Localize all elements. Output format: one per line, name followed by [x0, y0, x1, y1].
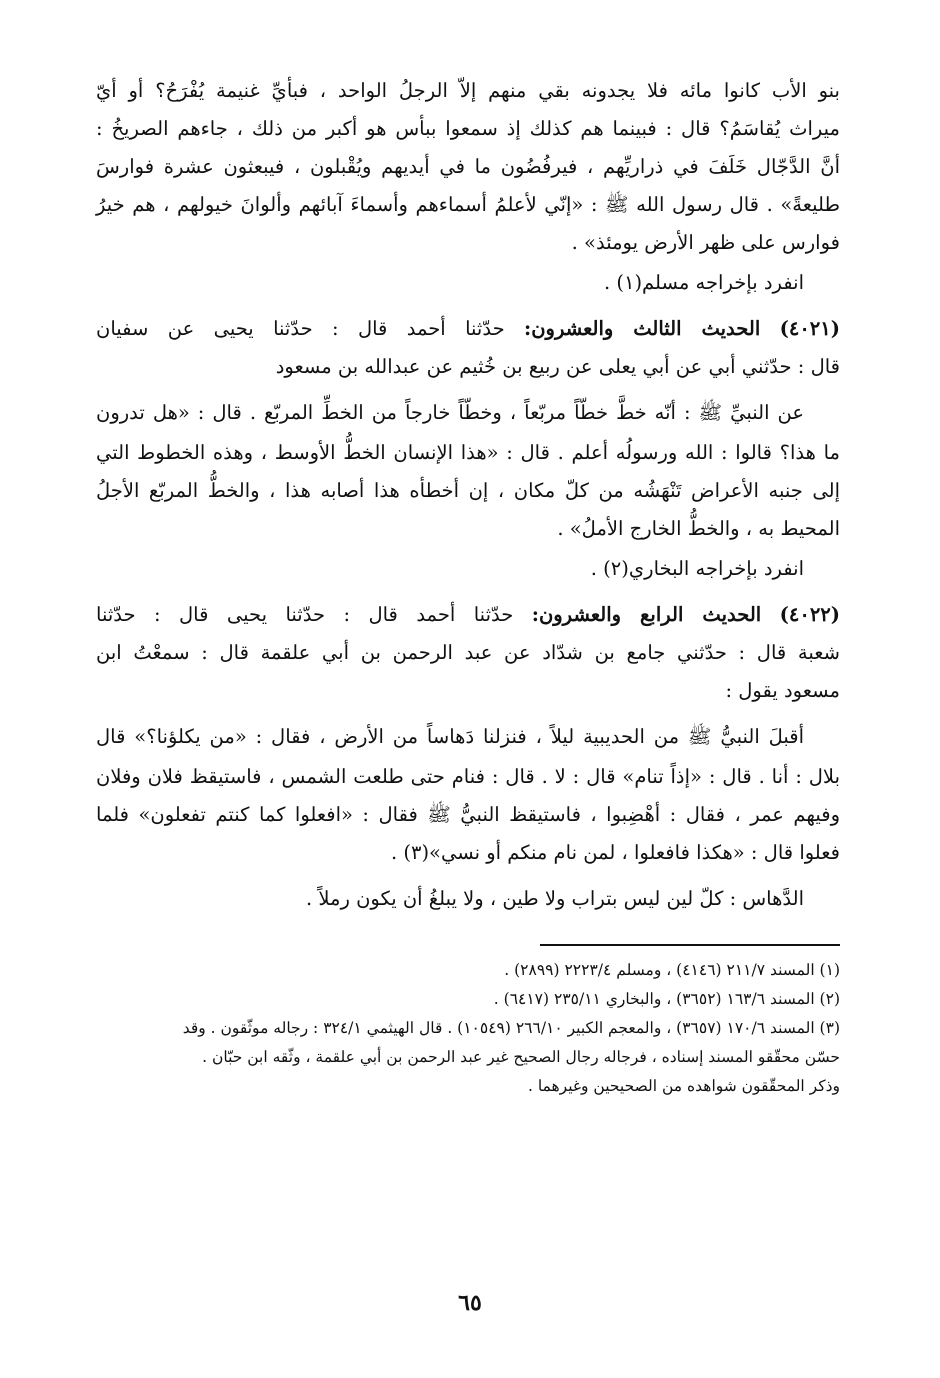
hadith-title: الحديث الثالث والعشرون: — [524, 317, 761, 340]
chain-text: حدّثنا أحمد قال : حدّثنا يحيى عن سفيان — [96, 317, 505, 340]
text-line: أنَّ الدَّجّال خَلَفَ في ذراريِّهم ، فيرفُضُون ما في أيديهم ويُقْبلون ، فيبعثون عشرة فوارسَ — [96, 155, 840, 178]
hadith-4022-chain — [96, 596, 840, 710]
hadith-4021-chain — [96, 310, 840, 386]
text-line — [96, 310, 840, 348]
page-number: ٦٥ — [458, 1290, 482, 1316]
text-line: انفرد بإخراجه مسلم(١) . — [603, 271, 804, 294]
text-line: مسعود يقول : — [725, 679, 840, 702]
text-line: ما هذا؟ قالوا : الله ورسولُه أعلم . قال : «هذا الإنسان الخطُّ الأوسط ، وهذه الخطوط التي — [96, 441, 840, 464]
text-line: بلال : أنا . قال : «إذاً تنام» قال : لا . قال : فنام حتى طلعت الشمس ، فاستيقظ فلان وفلان — [96, 765, 840, 788]
word-explanation — [96, 880, 840, 918]
hadith-title: الحديث الرابع والعشرون: — [531, 603, 762, 626]
footnote-3-cont: حسّن محقّقو المسند إسناده ، فرجاله رجال الصحيح غير عبد الرحمن بن أبي علقمة ، وثّقه ابن حبّان . — [202, 1048, 840, 1066]
footnote-1: (١) المسند ٢١١/٧ (٤١٤٦) ، ومسلم ٢٢٢٣/٤ (٢٨٩٩) . — [504, 961, 840, 979]
main-text — [96, 72, 840, 918]
text-line: إلى جنبه الأعراض تَنْهَشُه من كلّ مكان ، إن أخطأه هذا أصابه هذا ، والخطُّ المربّع الأجلُ — [96, 479, 840, 502]
text-line: فوارس على ظهر الأرض يومئذ» . — [571, 231, 840, 254]
text-line: انفرد بإخراجه البخاري(٢) . — [590, 557, 804, 580]
text-line: طليعةً» . قال رسول الله ﷺ : «إنّي لأعلمُ أسماءهم وأسماءَ آبائهم وألوانَ خيولهم ، هم خيرُ — [96, 193, 840, 216]
hadith-4022-text-cont — [96, 758, 840, 872]
text-line: المحيط به ، والخطُّ الخارج الأملُ» . — [557, 517, 840, 540]
text-line: أقبلَ النبيُّ ﷺ من الحديبية ليلاً ، فنزلنا دَهاساً من الأرض ، فقال : «من يكلؤنا؟» قال — [96, 725, 804, 748]
hadith-number: (٤٠٢٢) — [779, 603, 841, 626]
hadith-4021-text — [96, 394, 840, 432]
text-line: ميراث يُقاسَمُ؟ قال : فبينما هم كذلك إذ سمعوا ببأس هو أكبر من ذلك ، جاءهم الصريخُ : — [96, 117, 840, 140]
text-line: شعبة قال : حدّثني جامع بن شدّاد عن عبد الرحمن بن أبي علقمة قال : سمعْتُ ابن — [96, 641, 840, 664]
text-line: بنو الأب كانوا مائه فلا يجدونه بقي منهم إلاّ الرجلُ الواحد ، فبأيِّ غنيمة يُفْرَحُ؟ أو أيّ — [96, 79, 840, 102]
text-line: الدَّهاس : كلّ لين ليس بتراب ولا طين ، ولا يبلغُ أن يكون رملاً . — [305, 887, 804, 910]
footnote-divider — [540, 944, 840, 946]
footnotes — [96, 956, 840, 1101]
text-line: عن النبيِّ ﷺ : أنّه خطَّ خطّاً مربّعاً ، وخطّاً خارجاً من الخطِّ المربّع . قال : «هل تدرون — [96, 401, 804, 424]
footnote-3-cont: وذكر المحقّقون شواهده من الصحيحين وغيرهما . — [527, 1077, 840, 1095]
chain-text: حدّثنا أحمد قال : حدّثنا يحيى قال : حدّثنا — [96, 603, 514, 626]
text-line: فعلوا قال : «هكذا فافعلوا ، لمن نام منكم أو نسي»(٣) . — [390, 841, 840, 864]
attribution-note — [96, 550, 840, 588]
text-line — [96, 596, 840, 634]
hadith-number: (٤٠٢١) — [779, 317, 840, 340]
paragraph-hadith-continuation — [96, 72, 840, 262]
hadith-4022-text — [96, 718, 840, 756]
footnote-3: (٣) المسند ١٧٠/٦ (٣٦٥٧) ، والمعجم الكبير ٢٦٦/١٠ (١٠٥٤٩) . قال الهيثمي ٣٢٤/١ : رجاله موثّقون . وقد — [182, 1019, 840, 1037]
hadith-4021-text-cont — [96, 434, 840, 548]
text-line: وفيهم عمر ، فقال : أهْضِبوا ، فاستيقظ النبيُّ ﷺ فقال : «افعلوا كما كنتم تفعلون» فلما — [96, 803, 840, 826]
attribution-note — [96, 264, 840, 302]
footnote-2: (٢) المسند ١٦٣/٦ (٣٦٥٢) ، والبخاري ٢٣٥/١١ (٦٤١٧) . — [493, 990, 840, 1008]
text-line: قال : حدّثني أبي عن أبي يعلى عن ربيع بن خُثيم عن عبدالله بن مسعود — [275, 355, 840, 378]
